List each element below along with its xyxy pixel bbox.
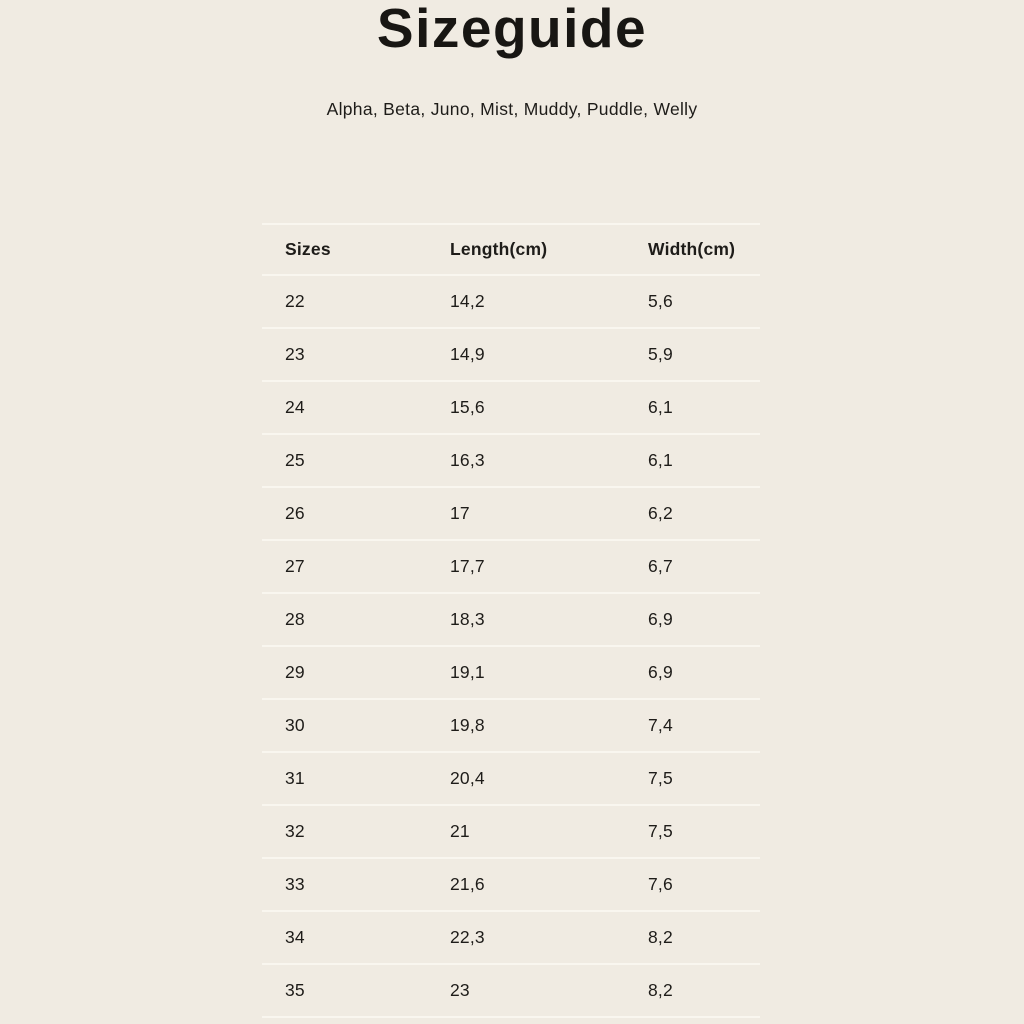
- cell-width: 6,1: [648, 397, 673, 417]
- cell-size: 32: [285, 821, 305, 841]
- cell-length: 15,6: [450, 397, 485, 417]
- cell-width: 5,9: [648, 344, 673, 364]
- cell-size: 25: [285, 450, 305, 470]
- cell-length: 22,3: [450, 927, 485, 947]
- cell-width: 7,4: [648, 715, 673, 735]
- cell-size: 23: [285, 344, 305, 364]
- table-row: [262, 435, 760, 488]
- cell-length: 14,2: [450, 291, 485, 311]
- cell-size: 28: [285, 609, 305, 629]
- table-row: [262, 329, 760, 382]
- table-row: [262, 806, 760, 859]
- cell-width: 6,7: [648, 556, 673, 576]
- table-row: [262, 541, 760, 594]
- cell-size: 29: [285, 662, 305, 682]
- cell-length: 14,9: [450, 344, 485, 364]
- cell-length: 21,6: [450, 874, 485, 894]
- table-row: [262, 276, 760, 329]
- table-row: [262, 647, 760, 700]
- column-header-sizes: Sizes: [285, 239, 331, 259]
- page-subtitle: Alpha, Beta, Juno, Mist, Muddy, Puddle, Welly: [326, 99, 698, 119]
- cell-width: 6,9: [648, 609, 673, 629]
- size-guide-table: [262, 223, 760, 1018]
- cell-size: 35: [285, 980, 305, 1000]
- cell-width: 8,2: [648, 980, 673, 1000]
- cell-length: 20,4: [450, 768, 485, 788]
- cell-length: 18,3: [450, 609, 485, 629]
- cell-size: 22: [285, 291, 305, 311]
- page-title: Sizeguide: [376, 0, 648, 59]
- cell-width: 7,6: [648, 874, 673, 894]
- cell-length: 17: [450, 503, 470, 523]
- cell-width: 5,6: [648, 291, 673, 311]
- table-row: [262, 753, 760, 806]
- table-row: [262, 859, 760, 912]
- cell-size: 34: [285, 927, 305, 947]
- cell-size: 31: [285, 768, 305, 788]
- cell-length: 23: [450, 980, 470, 1000]
- column-header-width: Width(cm): [648, 239, 736, 259]
- cell-length: 19,1: [450, 662, 485, 682]
- cell-size: 26: [285, 503, 305, 523]
- table-row: [262, 594, 760, 647]
- cell-width: 6,1: [648, 450, 673, 470]
- cell-length: 17,7: [450, 556, 485, 576]
- column-header-length: Length(cm): [450, 239, 548, 259]
- cell-width: 6,9: [648, 662, 673, 682]
- cell-width: 7,5: [648, 768, 673, 788]
- cell-length: 19,8: [450, 715, 485, 735]
- table-row: [262, 912, 760, 965]
- table-header-row: [262, 223, 760, 276]
- table-row: [262, 488, 760, 541]
- cell-length: 16,3: [450, 450, 485, 470]
- table-row: [262, 700, 760, 753]
- cell-size: 30: [285, 715, 305, 735]
- cell-size: 33: [285, 874, 305, 894]
- cell-length: 21: [450, 821, 470, 841]
- cell-width: 6,2: [648, 503, 673, 523]
- table-row: [262, 382, 760, 435]
- cell-size: 24: [285, 397, 305, 417]
- cell-width: 8,2: [648, 927, 673, 947]
- cell-width: 7,5: [648, 821, 673, 841]
- table-body: [262, 276, 760, 1018]
- table-row: [262, 965, 760, 1018]
- cell-size: 27: [285, 556, 305, 576]
